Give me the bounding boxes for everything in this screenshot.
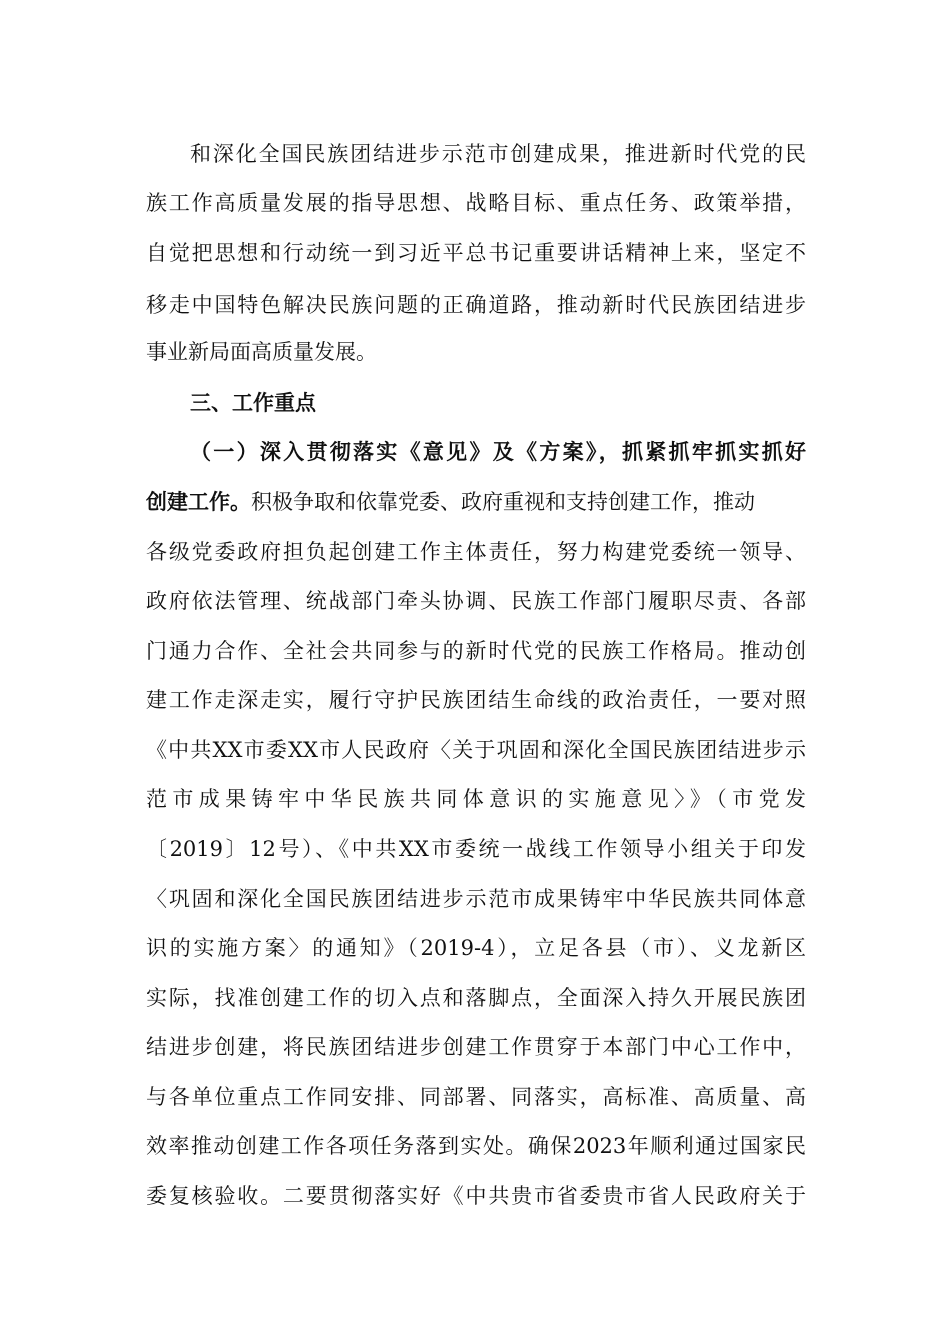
paragraph-line: 识的实施方案〉的通知》（2019-4），立足各县（市）、义龙新区 [146, 936, 806, 960]
paragraph-line: 自觉把思想和行动统一到习近平总书记重要讲话精神上来，坚定不 [146, 241, 806, 265]
paragraph-line: 门通力合作、全社会共同参与的新时代党的民族工作格局。推动创 [146, 639, 806, 663]
paragraph-text: 积极争取和依靠党委、政府重视和支持创建工作，推动 [251, 490, 755, 514]
subsection-heading-continuation [146, 487, 755, 517]
paragraph-line: 《中共XX市委XX市人民政府〈关于巩固和深化全国民族团结进步示 [146, 738, 806, 762]
paragraph-line: 结进步创建，将民族团结进步创建工作贯穿于本部门中心工作中， [146, 1035, 806, 1059]
paragraph-line: 与各单位重点工作同安排、同部署、同落实，高标准、高质量、高 [146, 1085, 806, 1109]
paragraph-line: 族工作高质量发展的指导思想、战略目标、重点任务、政策举措， [146, 191, 806, 215]
paragraph-line: 建工作走深走实，履行守护民族团结生命线的政治责任，一要对照 [146, 688, 806, 712]
paragraph-line: 实际，找准创建工作的切入点和落脚点，全面深入持久开展民族团 [146, 986, 806, 1010]
paragraph-line: 〔2019〕12号）、《中共XX市委统一战线工作领导小组关于印发 [146, 837, 806, 861]
subsection-heading: （一）深入贯彻落实《意见》及《方案》，抓紧抓牢抓实抓好 [190, 439, 806, 464]
paragraph-line: 〈巩固和深化全国民族团结进步示范市成果铸牢中华民族共同体意 [146, 887, 806, 911]
paragraph-line: 效率推动创建工作各项任务落到实处。确保2023年顺利通过国家民 [146, 1134, 806, 1158]
paragraph-line: 委复核验收。二要贯彻落实好《中共贵市省委贵市省人民政府关于 [146, 1184, 806, 1208]
paragraph-line: 政府依法管理、统战部门牵头协调、民族工作部门履职尽责、各部 [146, 589, 806, 613]
subsection-heading-tail: 创建工作。 [146, 489, 251, 514]
paragraph-line: 移走中国特色解决民族问题的正确道路，推动新时代民族团结进步 [146, 293, 806, 317]
paragraph-line: 和深化全国民族团结进步示范市创建成果，推进新时代党的民 [190, 142, 806, 166]
paragraph-line: 各级党委政府担负起创建工作主体责任，努力构建党委统一领导、 [146, 540, 806, 564]
section-heading: 三、工作重点 [190, 390, 316, 415]
paragraph-line: 范市成果铸牢中华民族共同体意识的实施意见〉》（市党发 [146, 787, 806, 811]
paragraph-line: 事业新局面高质量发展。 [146, 340, 377, 364]
